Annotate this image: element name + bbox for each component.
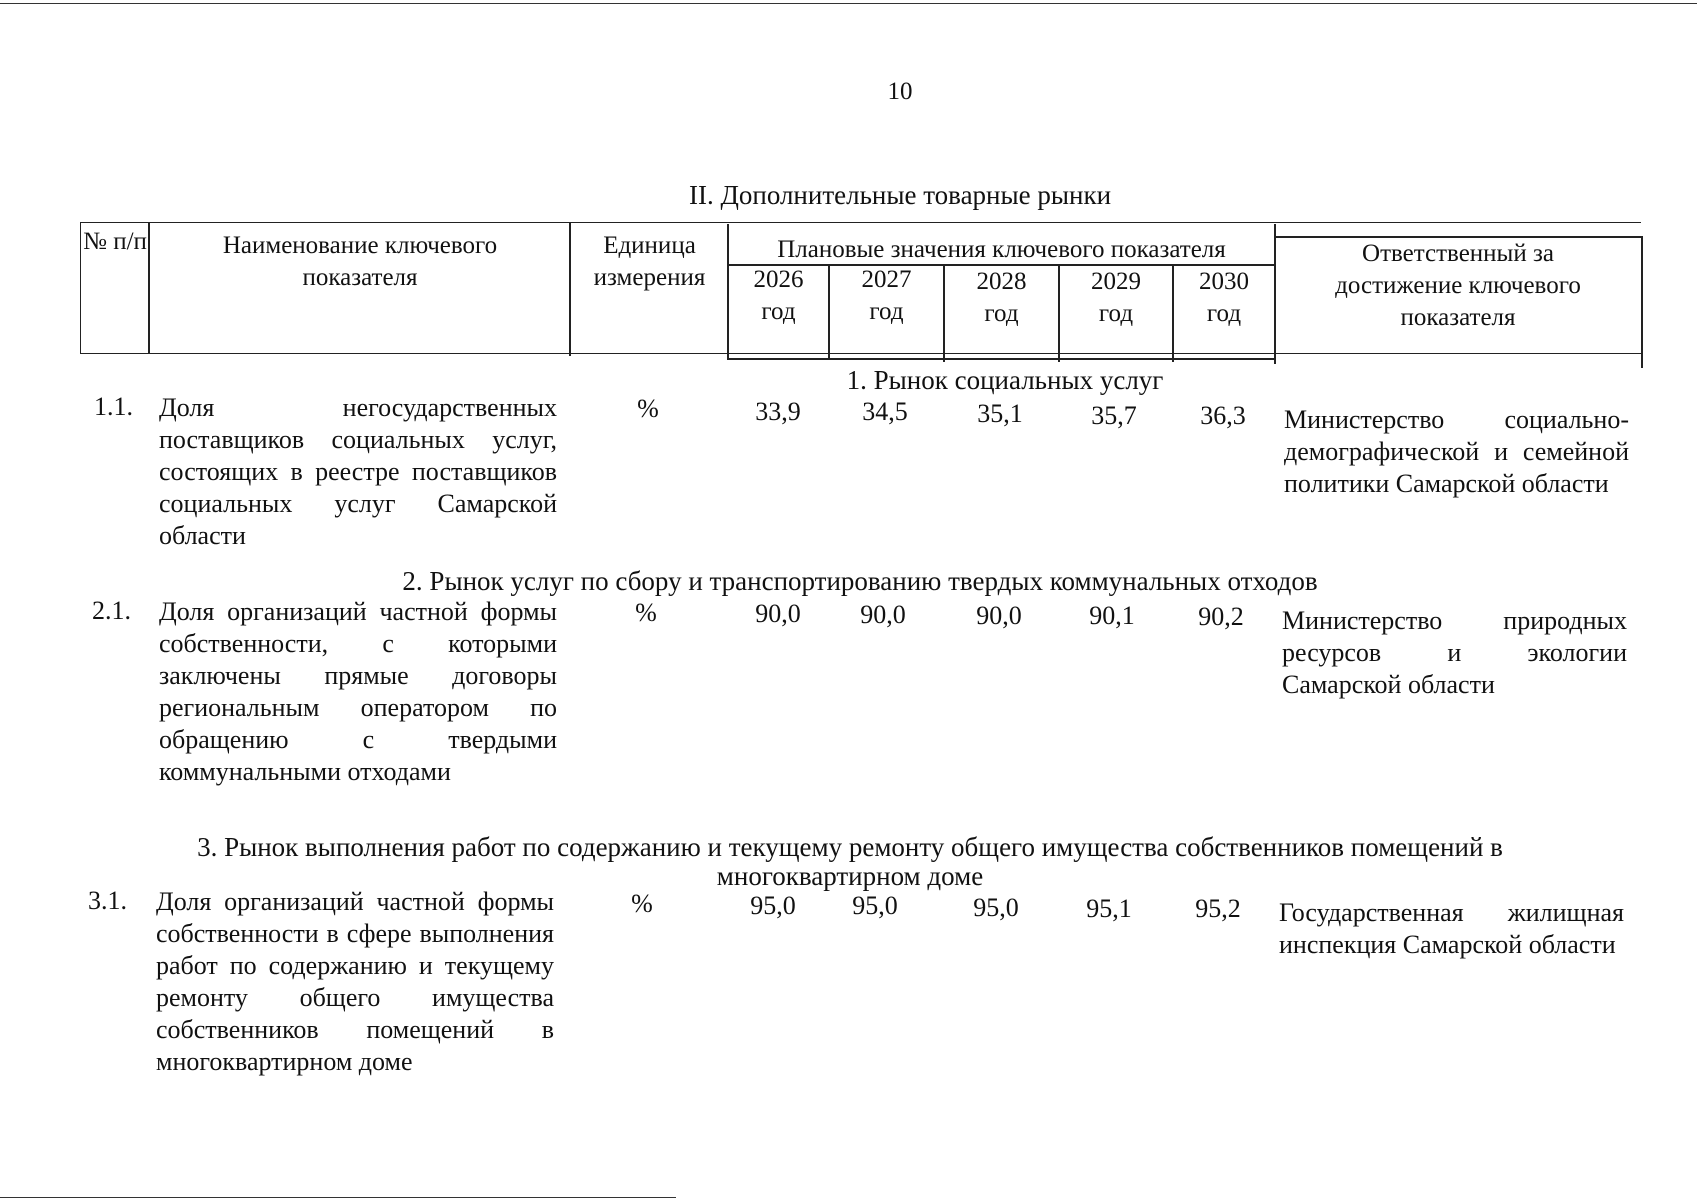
top-rule [0,3,1697,4]
page-number: 10 [887,78,913,105]
header-num: № п/п [83,228,147,255]
header-year-2027: 2027 год [861,266,912,325]
value-2027: 90,0 [860,600,906,629]
value-2028: 90,0 [976,601,1022,630]
row-number: 1.1. [94,392,133,421]
indicator-name: Доля негосударственных поставщиков социальных услуг, состоящих в реестре поставщиков социальных услуг Самарской области [159,393,557,550]
indicator-name: Доля организаций частной формы собственности в сфере выполнения работ по содержанию и текущему ремонту общего имущества собственников помещений в многоквартирном доме [156,887,554,1076]
row-number: 3.1. [88,886,127,915]
value-2030: 95,2 [1195,894,1241,923]
category-title: 2. Рынок услуг по сбору и транспортированию твердых коммунальных отходов [402,566,1318,596]
responsible: Министерство социально-демографической и семейной политики Самарской области [1284,405,1629,498]
value-2028: 35,1 [977,399,1023,428]
section-title: II. Дополнительные товарные рынки [688,180,1112,210]
header-plan: Плановые значения ключевого показателя [777,236,1226,263]
value-2027: 34,5 [862,397,908,426]
value-2029: 35,7 [1091,401,1137,430]
responsible: Министерство природных ресурсов и экологии Самарской области [1282,606,1627,699]
category-title: 3. Рынок выполнения работ по содержанию и текущему ремонту общего имущества собственников помещений в многоквартирном доме [197,832,1503,891]
row-number: 2.1. [92,596,131,625]
category-title: 1. Рынок социальных услуг [846,365,1164,395]
header-responsible: Ответственный за достижение ключевого показателя [1335,240,1581,331]
value-2028: 95,0 [973,893,1019,922]
indicator-name: Доля организаций частной формы собственности, с которыми заключены прямые договоры региональным оператором по обращению с твердыми коммунальными отходами [159,597,557,786]
unit: % [637,394,659,423]
bottom-rule [0,1197,676,1198]
responsible: Государственная жилищная инспекция Самарской области [1279,898,1624,959]
value-2026: 90,0 [755,599,801,628]
header-year-2026: 2026 год [753,266,804,325]
header-unit: Единица измерения [593,232,706,291]
value-2029: 95,1 [1086,894,1132,923]
unit: % [635,598,657,627]
value-2030: 36,3 [1200,401,1246,430]
unit: % [631,889,653,918]
value-2026: 95,0 [750,891,796,920]
header-name: Наименование ключевого показателя [222,232,498,291]
value-2026: 33,9 [755,397,801,426]
header-year-2028: 2028 год [976,268,1027,327]
value-2030: 90,2 [1198,602,1244,631]
header-year-2029: 2029 год [1091,268,1141,327]
value-2027: 95,0 [852,891,898,920]
value-2029: 90,1 [1089,601,1135,630]
header-year-2030: 2030 год [1199,268,1249,327]
